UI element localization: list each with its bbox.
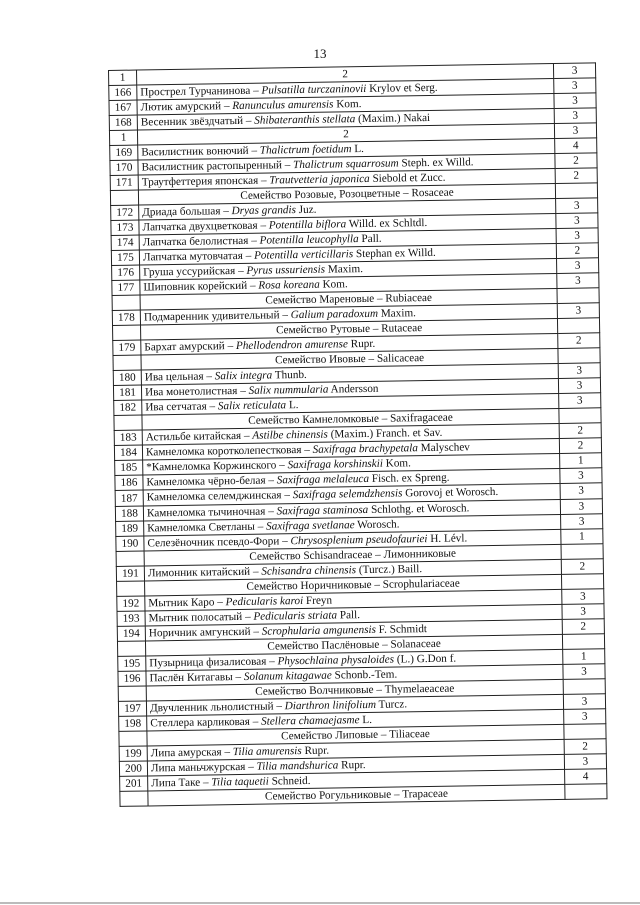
latin-name: Tilia mandshurica	[256, 759, 339, 773]
row-number: 195	[118, 656, 146, 671]
russian-name: Дриада большая –	[142, 205, 232, 219]
page-edge-line	[0, 902, 640, 904]
russian-name: Траутфеттерия японская –	[141, 174, 270, 189]
latin-name: Saxifraga korshinskii	[287, 457, 384, 472]
column-number-2: 2	[137, 123, 554, 145]
rarity-category: 3	[560, 499, 602, 515]
latin-name: Thalictrum squarrosum	[293, 157, 399, 172]
russian-name: Бархат амурский –	[144, 340, 237, 354]
latin-name: Schisandra chinensis	[261, 564, 357, 578]
latin-name: Chrysosplenium pseudofauriei	[290, 533, 428, 548]
row-number-cell	[113, 325, 141, 340]
russian-name: Камнеломка чёрно-белая –	[146, 474, 277, 489]
row-number: 185	[115, 460, 143, 475]
category-cell	[558, 348, 600, 364]
latin-name: Pulsatilla turczaninovii	[261, 82, 367, 97]
latin-name: Ranunculus amurensis	[232, 98, 334, 113]
rarity-category: 3	[563, 694, 605, 710]
rarity-category: 3	[557, 273, 599, 289]
family-title: Семейство Рутовые – Rutaceae	[141, 318, 558, 340]
rarity-category: 3	[561, 514, 603, 530]
latin-name: Saxifraga svetlanae	[265, 519, 355, 533]
rarity-category: 4	[555, 138, 597, 154]
family-title: Семейство Розовые, Розоцветные – Rosaceae	[138, 183, 555, 205]
latin-name: Pedicularis striata	[253, 609, 338, 623]
family-title: Семейство Липовые – Tiliaceae	[147, 724, 564, 746]
latin-name: Potentilla leucophylla	[259, 233, 359, 247]
row-number: 168	[109, 115, 137, 130]
row-number: 177	[112, 280, 140, 295]
row-number-cell	[110, 190, 138, 205]
author-name: Siebold et Zucc.	[369, 171, 446, 185]
page-number: 13	[313, 46, 327, 61]
rarity-category: 3	[554, 78, 596, 94]
row-number: 169	[110, 145, 138, 160]
rarity-category: 3	[556, 228, 598, 244]
row-number: 181	[113, 385, 141, 400]
row-number: 178	[112, 310, 140, 325]
author-name: Kom.	[382, 457, 411, 470]
rarity-category: 2	[564, 739, 606, 755]
russian-name: Мытник полосатый –	[148, 610, 254, 625]
rarity-category: 3	[564, 709, 606, 725]
author-name: F. Schmidt	[375, 623, 428, 636]
family-title: Семейство Норичниковые – Scrophulariaceae	[145, 574, 562, 596]
russian-name: Камнеломка Светланы –	[147, 520, 267, 535]
species-table-body	[109, 63, 608, 807]
category-cell	[557, 318, 599, 334]
author-name: (Maxim.) Nakai	[355, 111, 431, 126]
row-number: 170	[110, 160, 138, 175]
author-name: Turcz.	[375, 698, 408, 711]
rarity-category: 3	[563, 664, 605, 680]
author-name: Freyn	[303, 594, 333, 607]
row-number: 190	[116, 536, 144, 551]
row-number: 192	[117, 596, 145, 611]
latin-name: Saxifraga staminosa	[276, 503, 369, 518]
row-number: 171	[110, 175, 138, 190]
row-number: 194	[117, 626, 145, 641]
author-name: Malyschev	[417, 441, 470, 455]
latin-name: Diarthron linifolium	[284, 698, 377, 713]
author-name: (L.) G.Don f.	[393, 652, 457, 666]
author-name: Juz.	[295, 203, 317, 217]
latin-name: Solanum kitagawae	[243, 669, 332, 683]
row-number: 196	[118, 671, 146, 686]
row-number: 180	[113, 370, 141, 385]
latin-name: Pedicularis karoi	[225, 595, 304, 609]
rarity-category: 1	[560, 453, 602, 469]
family-title: Семейство Рогульниковые – Trapaceae	[148, 784, 565, 806]
russian-name: Груша уссурийская –	[143, 264, 247, 279]
column-number-3: 3	[553, 63, 595, 79]
latin-name: Saxifraga melaleuca	[276, 472, 370, 487]
author-name: Pall.	[336, 609, 361, 622]
rarity-category: 1	[563, 649, 605, 665]
rarity-category: 2	[559, 438, 601, 454]
author-name: Fisch. ex Spreng.	[368, 471, 450, 485]
category-cell	[562, 634, 604, 650]
russian-name: Ива монетолистная –	[144, 384, 249, 399]
author-name: Thunb.	[272, 368, 307, 382]
author-name: L.	[286, 399, 299, 412]
russian-name: Весенник звёздчатый –	[140, 114, 255, 129]
row-number: 197	[118, 701, 146, 716]
row-number: 167	[109, 100, 137, 115]
russian-name: Пузырница физалисовая –	[149, 655, 278, 670]
category-cell	[557, 288, 599, 304]
russian-name: Лимонник китайский –	[147, 565, 262, 580]
row-number: 186	[115, 475, 143, 490]
latin-name: Trautvetteria japonica	[269, 172, 370, 187]
author-name: Kom.	[319, 278, 348, 291]
row-number: 193	[117, 611, 145, 626]
rarity-category: 3	[554, 108, 596, 124]
russian-name: Василистник вонючий –	[141, 144, 260, 159]
russian-name: Лютик амурский –	[140, 100, 233, 114]
russian-name: Ива цельная –	[144, 370, 215, 384]
species-table	[108, 62, 608, 807]
row-number: 198	[119, 716, 147, 731]
russian-name: Астильбе китайская –	[145, 429, 253, 444]
russian-name: Василистник растопыренный –	[141, 159, 294, 174]
family-title: Семейство Schisandraceae – Лимонниковые	[144, 544, 561, 566]
latin-name: Tilia amurensis	[232, 745, 302, 759]
latin-name: Galium paradoxum	[290, 307, 379, 322]
row-number-cell	[118, 686, 146, 701]
rarity-category: 3	[562, 604, 604, 620]
rarity-category: 3	[558, 363, 600, 379]
russian-name: Стеллера карликовая –	[150, 715, 262, 730]
row-number: 189	[116, 521, 144, 536]
author-name: Schonb.-Tem.	[331, 668, 398, 682]
row-number: 199	[119, 746, 147, 761]
rarity-category: 2	[555, 168, 597, 184]
family-title: Семейство Ивовые – Salicaceae	[141, 348, 558, 370]
latin-name: Thalictrum foetidum	[259, 143, 352, 157]
category-cell	[564, 724, 606, 740]
column-number-1: 1	[109, 70, 137, 85]
author-name: Kom.	[333, 98, 362, 111]
russian-name: Паслён Китагавы –	[149, 670, 244, 685]
row-number: 166	[109, 85, 137, 100]
latin-name: Stellera chamaejasme	[260, 714, 360, 728]
rarity-category: 1	[561, 529, 603, 545]
row-number: 175	[111, 250, 139, 265]
russian-name: Двучленник льнолистный –	[149, 700, 285, 715]
author-name: (Maxim.) Franch. et Sav.	[327, 426, 443, 441]
russian-name: Селезёночник псевдо-Фори –	[147, 535, 291, 550]
russian-name: Камнеломка тычиночная –	[146, 505, 277, 520]
latin-name: Astilbe chinensis	[252, 428, 328, 442]
author-name: Andersson	[328, 382, 379, 396]
row-number-cell	[120, 791, 148, 806]
russian-name: Шиповник корейский –	[143, 279, 259, 294]
row-number: 191	[116, 566, 144, 581]
russian-name: Липа Таке –	[151, 776, 212, 790]
author-name: Rupr.	[338, 759, 366, 772]
author-name: Rupr.	[301, 744, 330, 758]
russian-name: Липа амурская –	[150, 746, 233, 760]
latin-name: Salix nummularia	[248, 383, 329, 397]
rarity-category: 2	[562, 619, 604, 635]
author-name: Rupr.	[347, 337, 376, 351]
author-name: Maxim.	[324, 263, 364, 276]
category-cell	[561, 574, 603, 590]
rarity-category: 3	[557, 303, 599, 319]
row-number: 200	[119, 761, 147, 776]
latin-name: Potentilla verticillaris	[253, 248, 354, 262]
rarity-category: 2	[555, 153, 597, 169]
rarity-category: 4	[565, 769, 607, 785]
latin-name: Salix integra	[214, 369, 273, 383]
rarity-category: 3	[559, 393, 601, 409]
rarity-category: 3	[554, 93, 596, 109]
rarity-category: 3	[557, 258, 599, 274]
author-name: Stephan ex Willd.	[353, 246, 436, 261]
category-cell	[563, 679, 605, 695]
rarity-category: 3	[558, 378, 600, 394]
column-number-2: 2	[137, 64, 554, 86]
russian-name: Лапчатка мутовчатая –	[142, 249, 255, 264]
latin-name: Scrophularia amgunensis	[261, 623, 377, 638]
family-title: Семейство Волчниковые – Thymelaeaceae	[146, 679, 563, 701]
row-number: 172	[111, 205, 139, 220]
author-name: H. Lévl.	[427, 532, 468, 546]
author-name: L.	[359, 713, 373, 727]
russian-name: Подмаренник удивительный –	[143, 309, 291, 324]
russian-name: Лапчатка белолистная –	[142, 234, 260, 249]
author-name: Steph. ex Willd.	[398, 156, 474, 170]
russian-name: Прострел Турчанинова –	[140, 84, 262, 99]
latin-name: Potentilla biflora	[268, 218, 347, 232]
russian-name: Липа маньчжурская –	[150, 760, 257, 775]
family-title: Семейство Паслёновые – Solanaceae	[145, 634, 562, 656]
category-cell	[561, 544, 603, 560]
row-number-cell	[117, 581, 145, 596]
latin-name: Dryas grandis	[231, 204, 297, 218]
row-number: 201	[120, 776, 148, 791]
rarity-category: 3	[562, 589, 604, 605]
latin-name: Tilia taquetii	[211, 775, 269, 789]
author-name: Willd. ex Schltdl.	[346, 217, 428, 231]
author-name: Gorovoj et Worosch.	[402, 485, 499, 500]
russian-name: *Камнеломка Коржинского –	[146, 459, 288, 474]
rarity-category: 3	[560, 483, 602, 500]
author-name: Schneid.	[268, 774, 311, 788]
russian-name: Норичник амгунский –	[148, 625, 262, 640]
rarity-category: 2	[556, 243, 598, 259]
author-name: L.	[351, 142, 365, 156]
row-number-cell	[112, 295, 140, 310]
row-number-cell	[116, 551, 144, 566]
rarity-category: 3	[556, 198, 598, 214]
row-number-cell	[113, 355, 141, 370]
russian-name: Мытник Каро –	[148, 596, 226, 610]
row-number: 173	[111, 220, 139, 235]
latin-name: Rosa koreana	[258, 278, 320, 292]
species-table-wrapper	[108, 62, 608, 807]
author-name: Krylov et Serg.	[366, 81, 438, 95]
row-number-cell	[117, 641, 145, 656]
row-number: 187	[115, 490, 143, 506]
russian-name: Лапчатка двухцветковая –	[142, 219, 269, 234]
category-cell	[555, 183, 597, 199]
row-number: 188	[115, 506, 143, 521]
latin-name: Phellodendron amurense	[235, 338, 348, 353]
latin-name: Salix reticulata	[217, 399, 287, 413]
row-number: 184	[114, 445, 142, 460]
russian-name: Камнеломка коротколепестковая –	[145, 443, 313, 459]
category-cell	[559, 408, 601, 424]
column-number-1: 1	[109, 130, 137, 145]
rarity-category: 3	[556, 213, 598, 229]
latin-name: Saxifraga selemdzhensis	[292, 487, 403, 502]
russian-name: Камнеломка селемджинская –	[146, 489, 293, 504]
latin-name: Shibateranthis stellata	[254, 113, 356, 127]
family-title: Семейство Камнеломковые – Saxifragaceae	[142, 408, 559, 430]
row-number: 174	[111, 235, 139, 250]
latin-name: Physochlaina physaloides	[277, 653, 395, 668]
row-number: 179	[113, 340, 141, 355]
author-name: Schlothg. et Worosch.	[368, 502, 470, 516]
author-name: Worosch.	[354, 518, 400, 532]
rarity-category: 2	[559, 423, 601, 439]
row-number: 183	[114, 430, 142, 445]
russian-name: Ива сетчатая –	[145, 400, 218, 414]
author-name: Pall.	[358, 232, 382, 246]
rarity-category: 3	[560, 468, 602, 484]
family-title: Семейство Мареновые – Rubiaceae	[140, 288, 557, 310]
rarity-category: 2	[561, 559, 603, 575]
rarity-category: 2	[558, 333, 600, 349]
rarity-category: 3	[564, 754, 606, 770]
column-number-3: 3	[554, 123, 596, 139]
row-number: 182	[114, 400, 142, 415]
latin-name: Saxifraga brachypetala	[312, 442, 419, 456]
category-cell	[565, 784, 607, 800]
row-number: 176	[112, 265, 140, 280]
author-name: Maxim.	[377, 307, 417, 320]
row-number-cell	[119, 731, 147, 746]
author-name: (Turcz.) Baill.	[355, 563, 423, 577]
latin-name: Pyrus ussuriensis	[246, 263, 326, 277]
row-number-cell	[114, 415, 142, 430]
